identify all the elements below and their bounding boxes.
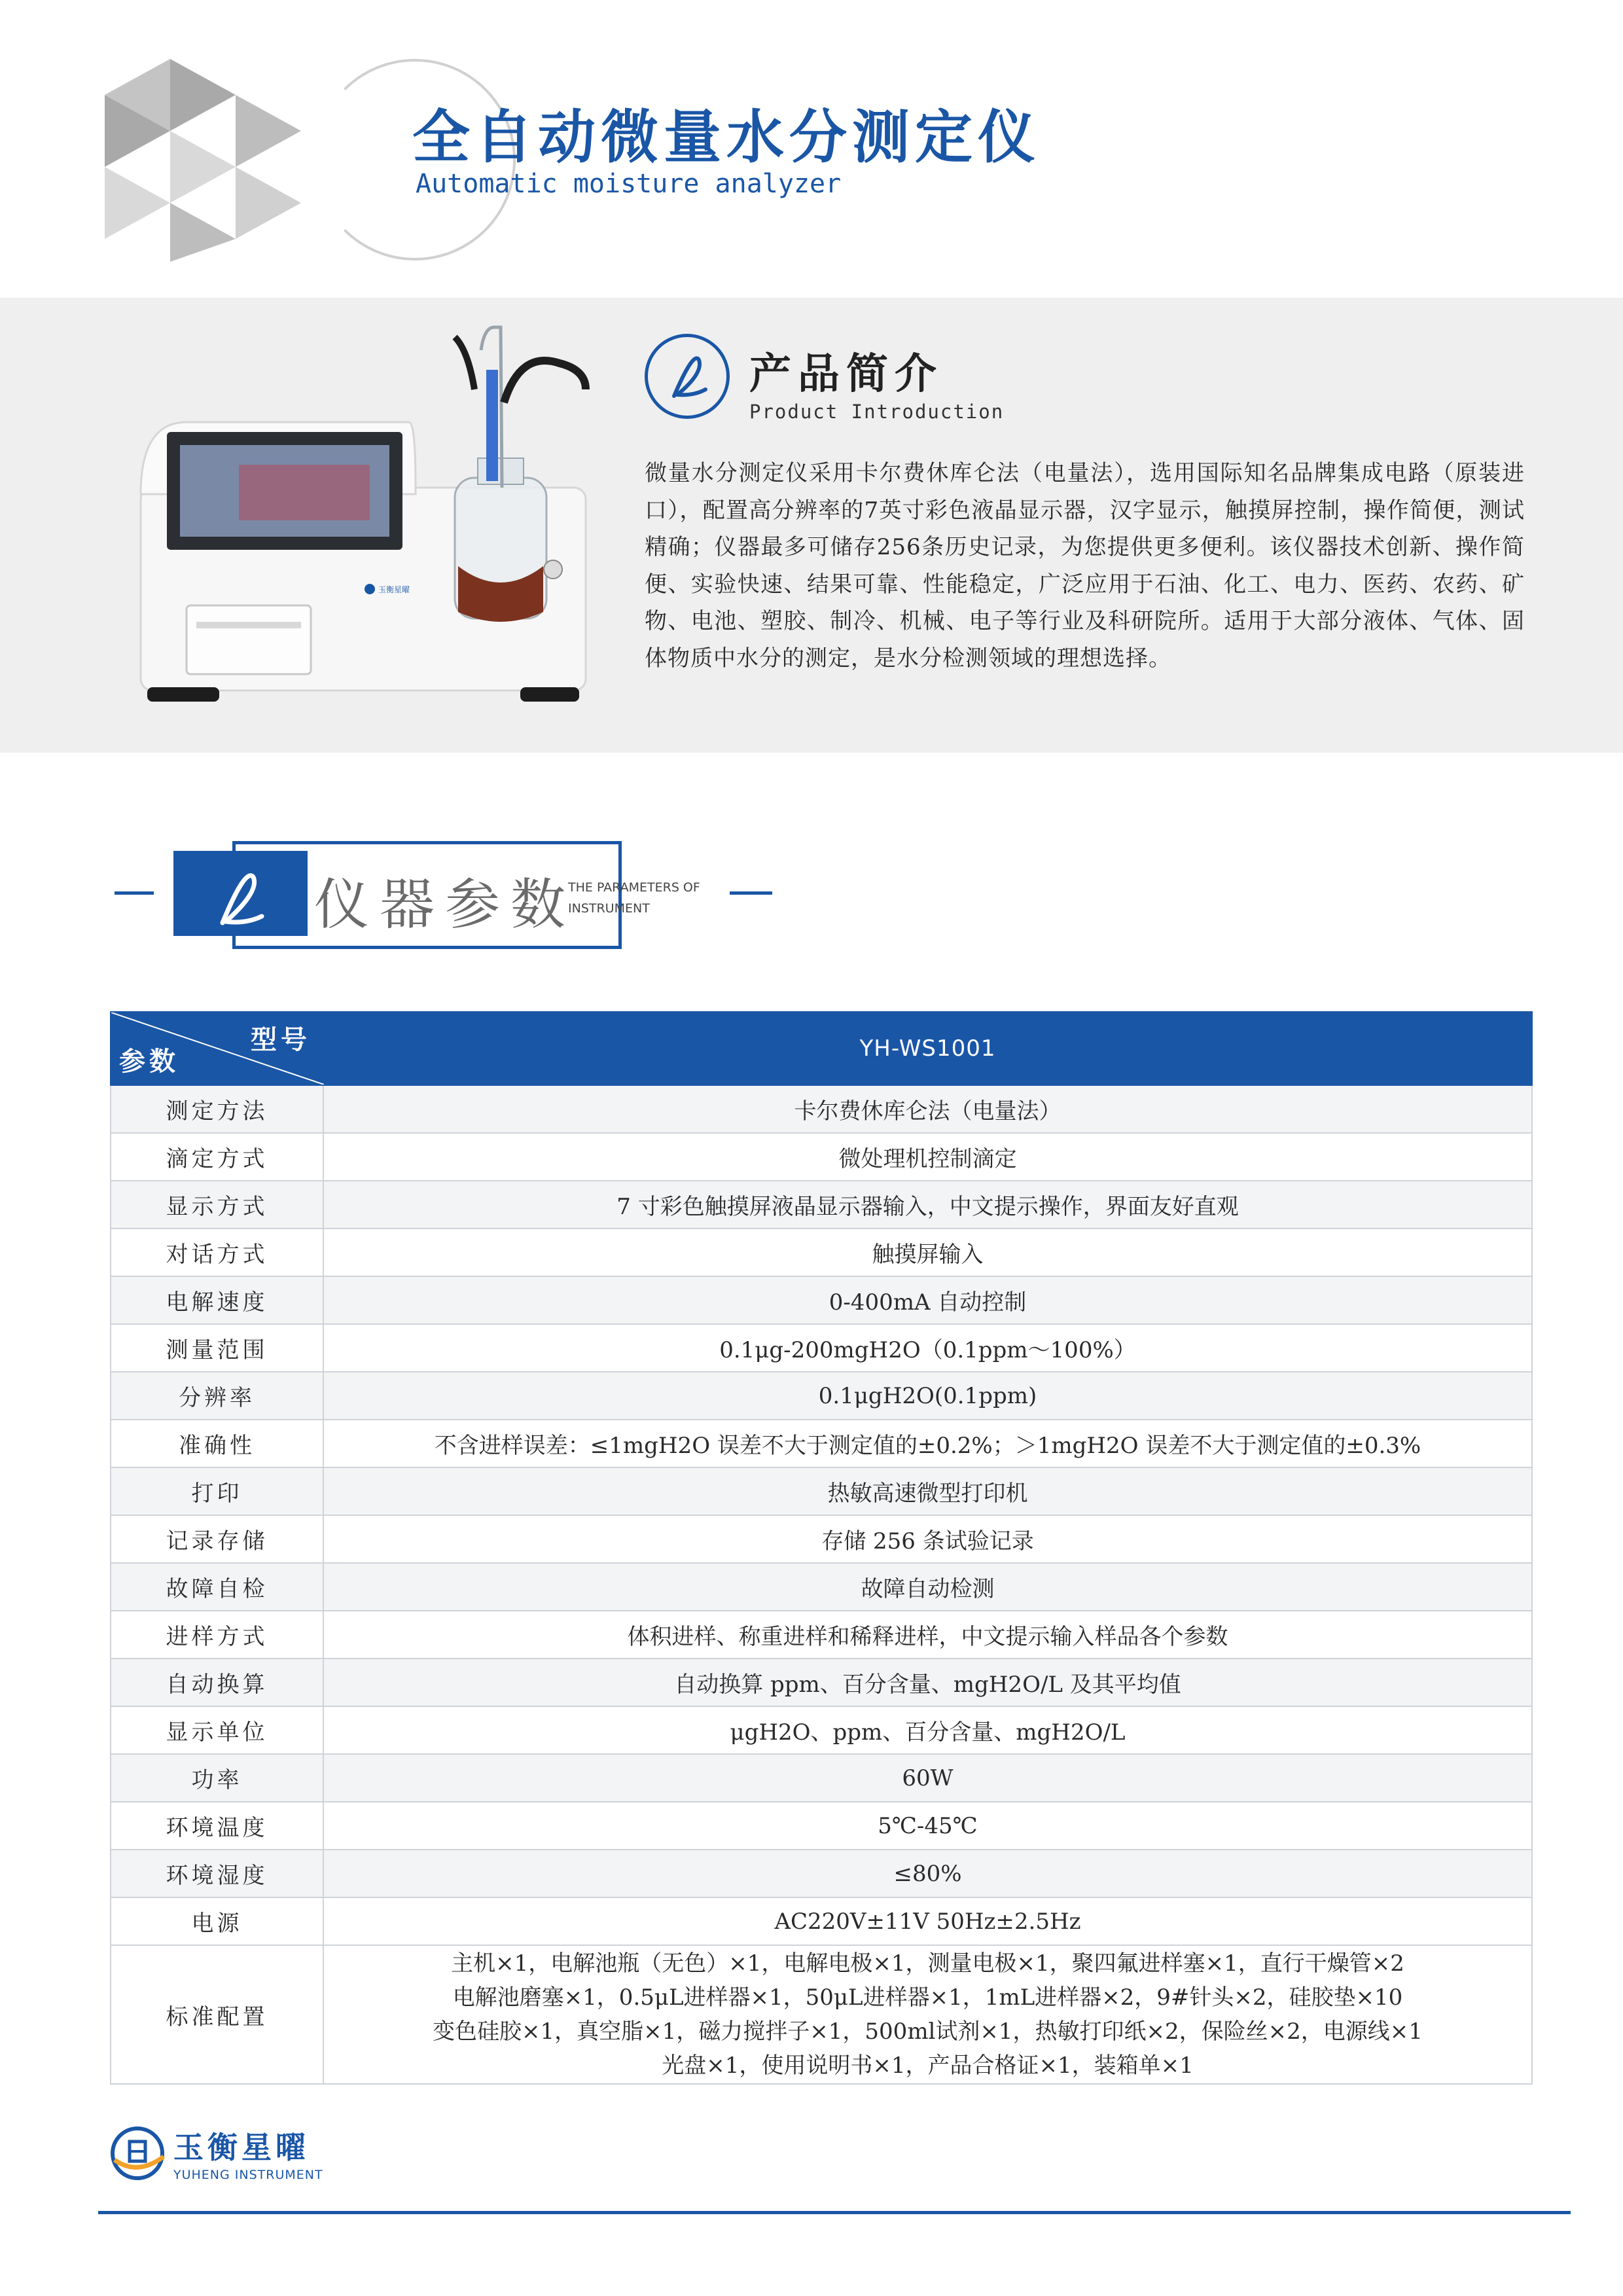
parameters-table [110,1011,1533,2085]
config-line: 主机×1，电解池瓶（无色）×1，电解电极×1，测量电极×1，聚四氟进样塞×1，直行干燥管×2 [451,1950,1404,1977]
param-value: μgH2O、ppm、百分含量、mgH2O/L [323,1706,1532,1754]
table-corner-cell [111,1012,323,1085]
param-label: 滴定方式 [111,1133,323,1181]
table-row [111,1467,1532,1515]
triangle-pattern-icon [98,52,334,262]
corner-model-label: 型号 [251,1024,311,1055]
param-value: 触摸屏输入 [323,1229,1532,1276]
param-value: 热敏高速微型打印机 [323,1467,1532,1515]
table-row [111,1372,1532,1420]
param-label: 故障自检 [111,1563,323,1611]
brand-logo-icon [105,2121,170,2186]
param-value: 7 寸彩色触摸屏液晶显示器输入，中文提示操作，界面友好直观 [323,1181,1532,1229]
intro-logo-icon [645,334,730,419]
param-label: 测量范围 [111,1324,323,1372]
param-value: 0.1μgH2O(0.1ppm) [323,1372,1532,1420]
param-value: 存储 256 条试验记录 [323,1515,1532,1563]
config-line: 变色硅胶×1，真空脂×1，磁力搅拌子×1，500ml试剂×1，热敏打印纸×2，保险丝×2，电源线×1 [433,2018,1423,2045]
pen-icon [173,851,308,936]
footer-brand-en: YUHENG INSTRUMENT [173,2168,323,2182]
param-label: 电源 [111,1897,323,1945]
table-row [111,1515,1532,1563]
parameters-subtitle-line1: THE PARAMETERS OF [568,880,700,895]
intro-title: 产品简介 [749,350,943,399]
parameters-subtitle [568,877,700,919]
param-label: 对话方式 [111,1229,323,1276]
param-label: 显示方式 [111,1181,323,1229]
param-value: 微处理机控制滴定 [323,1133,1532,1181]
table-row [111,1754,1532,1802]
param-label: 准确性 [111,1420,323,1467]
param-label: 电解速度 [111,1276,323,1324]
param-label: 环境湿度 [111,1850,323,1897]
param-label: 记录存储 [111,1515,323,1563]
param-value: 60W [323,1754,1532,1802]
param-label: 环境温度 [111,1802,323,1850]
table-row [111,1420,1532,1467]
heading-line-right [730,891,772,895]
table-row [111,1706,1532,1754]
param-value: 不含进样误差：≤1mgH2O 误差不大于测定值的±0.2%；＞1mgH2O 误差不大于测定值的±0.3% [323,1420,1532,1467]
table-row [111,1802,1532,1850]
intro-paragraph: 微量水分测定仪采用卡尔费休库仑法（电量法），选用国际知名品牌集成电路（原装进口），配置高分辨率的7英寸彩色液晶显示器，汉字显示，触摸屏控制，操作简便，测试精确；仪器最多可储存256条历史记录，为您提供更多便利。该仪器技术创新、操作简便、实验快速、结果可靠、性能稳定，广泛应用于石油、化工、电力、医药、农药、矿物、电池、塑胶、制冷、机械、电子等行业及科研院所。适用于大部分液体、气体、固体物质中水分的测定，是水分检测领域的理想选择。 [645,460,1525,672]
table-row-config [111,1945,1532,2084]
heading-line-left [115,891,154,895]
table-row [111,1850,1532,1897]
param-label: 测定方法 [111,1085,323,1133]
table-row [111,1133,1532,1181]
table-row [111,1659,1532,1706]
param-label: 显示单位 [111,1706,323,1754]
parameters-title: 仪器参数 [314,872,577,937]
page-title: 全自动微量水分测定仪 [412,103,1041,171]
intro-subtitle: Product Introduction [749,401,1005,423]
instrument-image [128,324,605,723]
param-label: 分辨率 [111,1372,323,1420]
param-value: 5℃-45℃ [323,1802,1532,1850]
table-row [111,1611,1532,1659]
parameters-subtitle-line2: INSTRUMENT [568,901,650,916]
param-value: ≤80% [323,1850,1532,1897]
config-line: 光盘×1，使用说明书×1，产品合格证×1，装箱单×1 [662,2053,1194,2079]
param-value: 自动换算 ppm、百分含量、mgH2O/L 及其平均值 [323,1659,1532,1706]
table-header-row [111,1012,1532,1085]
param-value: 故障自动检测 [323,1563,1532,1611]
param-label: 进样方式 [111,1611,323,1659]
param-label: 功率 [111,1754,323,1802]
model-name: YH-WS1001 [323,1012,1532,1085]
config-label: 标准配置 [111,1945,323,2084]
param-label: 自动换算 [111,1659,323,1706]
table-row [111,1229,1532,1276]
param-value: 卡尔费休库仑法（电量法） [323,1085,1532,1133]
table-row [111,1897,1532,1945]
device-brand-label: 玉衡星曜 [378,585,410,594]
param-value: 0.1μg-200mgH2O（0.1ppm～100%） [323,1324,1532,1372]
param-value: AC220V±11V 50Hz±2.5Hz [323,1897,1532,1945]
page-subtitle: Automatic moisture analyzer [416,169,842,199]
config-line: 电解池磨塞×1，0.5μL进样器×1，50μL进样器×1，1mL进样器×2，9#针头×2，硅胶垫×10 [452,1984,1403,2011]
table-body [111,1085,1532,1945]
param-label: 打印 [111,1467,323,1515]
corner-param-label: 参数 [119,1046,179,1077]
table-row [111,1181,1532,1229]
footer-line [98,2211,1571,2214]
param-value: 0-400mA 自动控制 [323,1276,1532,1324]
table-row [111,1324,1532,1372]
table-row [111,1276,1532,1324]
footer-brand-cn: 玉衡星曜 [173,2130,310,2165]
config-value [323,1945,1532,2084]
param-value: 体积进样、称重进样和稀释进样，中文提示输入样品各个参数 [323,1611,1532,1659]
table-row [111,1563,1532,1611]
table-row [111,1085,1532,1133]
